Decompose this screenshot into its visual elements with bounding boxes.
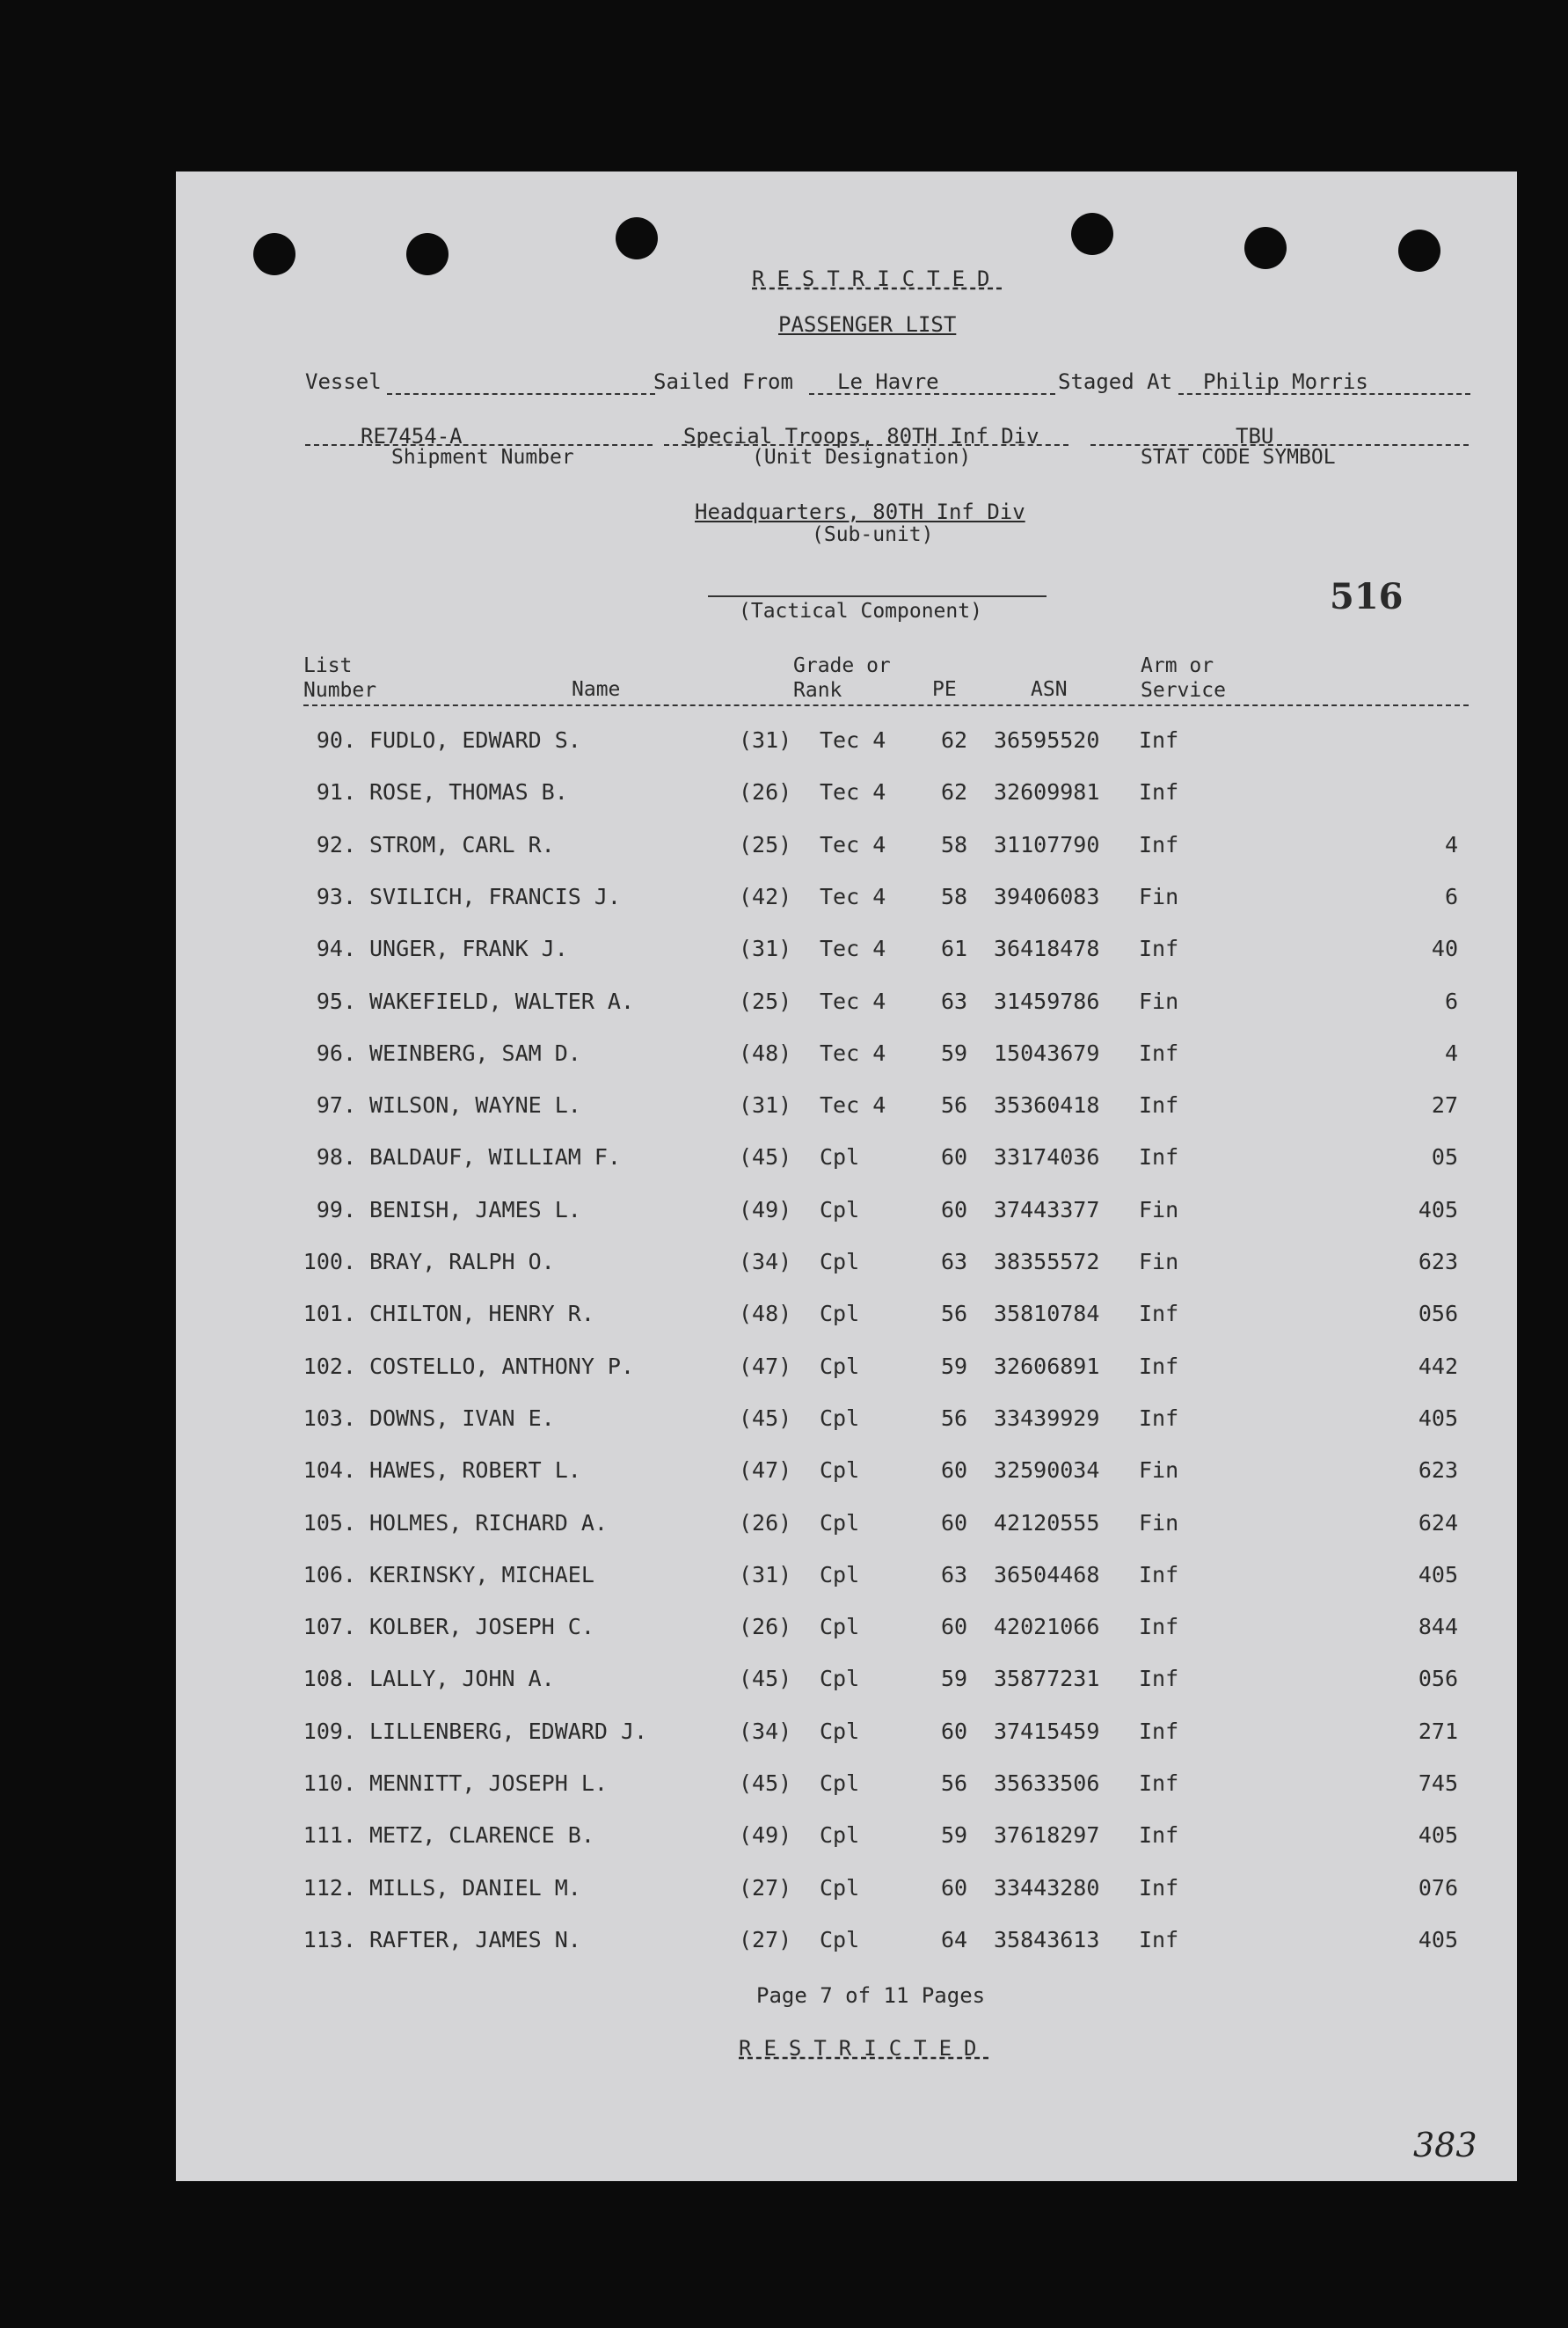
row-number: 94. bbox=[316, 936, 356, 962]
row-pe: 58 bbox=[941, 883, 968, 909]
unit-designation-label: (Unit Designation) bbox=[752, 446, 972, 469]
row-arm: Inf bbox=[1139, 1874, 1179, 1901]
row-grade: Cpl bbox=[820, 1614, 860, 1640]
row-code: 405 bbox=[1418, 1405, 1458, 1431]
row-number: 91. bbox=[316, 779, 356, 806]
punch-hole bbox=[1071, 213, 1113, 255]
row-code: 271 bbox=[1418, 1718, 1458, 1744]
row-arm: Inf bbox=[1139, 1561, 1179, 1587]
row-code: 844 bbox=[1418, 1614, 1458, 1640]
table-row bbox=[176, 832, 1517, 867]
row-pe: 64 bbox=[941, 1926, 968, 1952]
row-grade: Cpl bbox=[820, 1926, 860, 1952]
row-name: BENISH, JAMES L. bbox=[369, 1196, 581, 1222]
row-code: 6 bbox=[1444, 883, 1458, 909]
row-name: WEINBERG, SAM D. bbox=[369, 1040, 581, 1066]
row-grade: Cpl bbox=[820, 1770, 860, 1796]
row-asn: 35877231 bbox=[994, 1666, 1100, 1692]
row-arm: Inf bbox=[1139, 779, 1179, 806]
row-pe: 60 bbox=[941, 1614, 968, 1640]
table-row bbox=[176, 1614, 1517, 1649]
row-name: KOLBER, JOSEPH C. bbox=[369, 1614, 594, 1640]
row-arm: Inf bbox=[1139, 1614, 1179, 1640]
col-asn: ASN bbox=[1031, 678, 1068, 701]
row-arm: Inf bbox=[1139, 1926, 1179, 1952]
row-number: 95. bbox=[316, 988, 356, 1014]
table-row bbox=[176, 1249, 1517, 1284]
table-row bbox=[176, 1510, 1517, 1545]
row-number: 104. bbox=[303, 1457, 356, 1484]
row-code: 27 bbox=[1431, 1092, 1458, 1119]
row-grade: Cpl bbox=[820, 1353, 860, 1379]
table-row bbox=[176, 1822, 1517, 1857]
row-name: MILLS, DANIEL M. bbox=[369, 1874, 581, 1901]
document-page bbox=[176, 171, 1517, 2181]
row-name: RAFTER, JAMES N. bbox=[369, 1926, 581, 1952]
page-count: Page 7 of 11 Pages bbox=[756, 1983, 986, 2008]
row-pe: 56 bbox=[941, 1092, 968, 1119]
table-row bbox=[176, 779, 1517, 814]
row-age: (49) bbox=[739, 1196, 792, 1222]
row-age: (31) bbox=[739, 727, 792, 753]
table-row bbox=[176, 1719, 1517, 1754]
row-code: 056 bbox=[1418, 1301, 1458, 1327]
row-grade: Tec 4 bbox=[820, 831, 886, 857]
row-asn: 42120555 bbox=[994, 1509, 1100, 1536]
row-code: 076 bbox=[1418, 1874, 1458, 1901]
table-row bbox=[176, 1562, 1517, 1597]
table-row bbox=[176, 1405, 1517, 1441]
row-grade: Cpl bbox=[820, 1874, 860, 1901]
row-grade: Cpl bbox=[820, 1561, 860, 1587]
punch-hole bbox=[1398, 230, 1440, 272]
row-grade: Tec 4 bbox=[820, 1040, 886, 1066]
row-age: (42) bbox=[739, 883, 792, 909]
row-name: HOLMES, RICHARD A. bbox=[369, 1509, 608, 1536]
row-arm: Inf bbox=[1139, 1666, 1179, 1692]
row-code: 442 bbox=[1418, 1353, 1458, 1379]
row-asn: 36595520 bbox=[994, 727, 1100, 753]
tactical-component-label: (Tactical Component) bbox=[739, 600, 982, 623]
table-row bbox=[176, 1092, 1517, 1128]
row-asn: 33174036 bbox=[994, 1144, 1100, 1171]
row-number: 102. bbox=[303, 1353, 356, 1379]
row-arm: Fin bbox=[1139, 1196, 1179, 1222]
row-age: (34) bbox=[739, 1249, 792, 1274]
row-number: 110. bbox=[303, 1770, 356, 1796]
row-code: 405 bbox=[1418, 1926, 1458, 1952]
table-row bbox=[176, 1927, 1517, 1962]
row-asn: 37415459 bbox=[994, 1718, 1100, 1744]
row-grade: Tec 4 bbox=[820, 1092, 886, 1119]
row-asn: 35633506 bbox=[994, 1770, 1100, 1796]
table-row bbox=[176, 1457, 1517, 1492]
table-row bbox=[176, 989, 1517, 1024]
row-number: 99. bbox=[316, 1196, 356, 1222]
row-age: (26) bbox=[739, 1509, 792, 1536]
row-age: (45) bbox=[739, 1144, 792, 1171]
row-grade: Tec 4 bbox=[820, 936, 886, 962]
row-age: (49) bbox=[739, 1822, 792, 1849]
table-row bbox=[176, 727, 1517, 763]
row-name: METZ, CLARENCE B. bbox=[369, 1822, 594, 1849]
row-pe: 56 bbox=[941, 1301, 968, 1327]
row-age: (45) bbox=[739, 1405, 792, 1431]
sailed-from-label: Sailed From bbox=[653, 369, 793, 394]
row-grade: Cpl bbox=[820, 1666, 860, 1692]
row-arm: Inf bbox=[1139, 1822, 1179, 1849]
row-arm: Inf bbox=[1139, 1718, 1179, 1744]
punch-hole bbox=[1244, 227, 1287, 269]
row-grade: Cpl bbox=[820, 1405, 860, 1431]
sub-unit: Headquarters, 80TH Inf Div bbox=[695, 500, 1025, 524]
row-pe: 56 bbox=[941, 1405, 968, 1431]
row-name: LALLY, JOHN A. bbox=[369, 1666, 555, 1692]
row-number: 108. bbox=[303, 1666, 356, 1692]
row-name: FUDLO, EDWARD S. bbox=[369, 727, 581, 753]
row-asn: 37443377 bbox=[994, 1196, 1100, 1222]
row-asn: 15043679 bbox=[994, 1040, 1100, 1066]
row-grade: Tec 4 bbox=[820, 727, 886, 753]
row-number: 107. bbox=[303, 1614, 356, 1640]
sailed-from-value: Le Havre bbox=[837, 369, 939, 394]
table-row bbox=[176, 1770, 1517, 1806]
row-number: 98. bbox=[316, 1144, 356, 1171]
staged-at-value: Philip Morris bbox=[1203, 369, 1368, 394]
row-pe: 62 bbox=[941, 727, 968, 753]
row-number: 92. bbox=[316, 831, 356, 857]
header-underline bbox=[303, 704, 1469, 706]
table-row bbox=[176, 884, 1517, 919]
row-number: 111. bbox=[303, 1822, 356, 1849]
punch-hole bbox=[253, 233, 295, 275]
row-grade: Tec 4 bbox=[820, 988, 886, 1014]
col-list-number: List Number bbox=[303, 654, 377, 702]
row-arm: Fin bbox=[1139, 883, 1179, 909]
row-asn: 33443280 bbox=[994, 1874, 1100, 1901]
page-stamp-number: 516 bbox=[1330, 576, 1404, 617]
row-name: KERINSKY, MICHAEL bbox=[369, 1561, 594, 1587]
row-number: 93. bbox=[316, 883, 356, 909]
row-code: 623 bbox=[1418, 1249, 1458, 1274]
row-grade: Tec 4 bbox=[820, 779, 886, 806]
row-arm: Fin bbox=[1139, 1249, 1179, 1274]
row-age: (27) bbox=[739, 1926, 792, 1952]
row-number: 106. bbox=[303, 1561, 356, 1587]
row-number: 97. bbox=[316, 1092, 356, 1119]
handwritten-folio: 383 bbox=[1413, 2126, 1477, 2164]
row-code: 40 bbox=[1431, 936, 1458, 962]
row-pe: 59 bbox=[941, 1040, 968, 1066]
row-pe: 59 bbox=[941, 1353, 968, 1379]
row-age: (25) bbox=[739, 831, 792, 857]
row-age: (47) bbox=[739, 1353, 792, 1379]
row-code: 405 bbox=[1418, 1561, 1458, 1587]
table-row bbox=[176, 1197, 1517, 1232]
row-code: 4 bbox=[1444, 1040, 1458, 1066]
row-asn: 33439929 bbox=[994, 1405, 1100, 1431]
row-age: (45) bbox=[739, 1770, 792, 1796]
row-pe: 61 bbox=[941, 936, 968, 962]
row-asn: 38355572 bbox=[994, 1249, 1100, 1274]
row-pe: 60 bbox=[941, 1144, 968, 1171]
classification-top: RESTRICTED bbox=[752, 266, 1003, 291]
stat-code-symbol-label: STAT CODE SYMBOL bbox=[1141, 446, 1336, 469]
row-asn: 42021066 bbox=[994, 1614, 1100, 1640]
row-asn: 39406083 bbox=[994, 883, 1100, 909]
punch-hole bbox=[616, 217, 658, 259]
row-age: (48) bbox=[739, 1301, 792, 1327]
row-pe: 58 bbox=[941, 831, 968, 857]
row-arm: Inf bbox=[1139, 936, 1179, 962]
row-pe: 62 bbox=[941, 779, 968, 806]
row-pe: 63 bbox=[941, 1249, 968, 1274]
row-pe: 60 bbox=[941, 1718, 968, 1744]
row-grade: Cpl bbox=[820, 1718, 860, 1744]
row-arm: Inf bbox=[1139, 727, 1179, 753]
vessel-label: Vessel bbox=[305, 369, 382, 394]
row-pe: 60 bbox=[941, 1196, 968, 1222]
row-code: 405 bbox=[1418, 1196, 1458, 1222]
row-age: (26) bbox=[739, 1614, 792, 1640]
col-grade: Grade or Rank bbox=[793, 654, 891, 702]
row-code: 6 bbox=[1444, 988, 1458, 1014]
row-asn: 32590034 bbox=[994, 1457, 1100, 1484]
row-arm: Fin bbox=[1139, 988, 1179, 1014]
row-name: CHILTON, HENRY R. bbox=[369, 1301, 594, 1327]
row-pe: 63 bbox=[941, 988, 968, 1014]
row-arm: Inf bbox=[1139, 1092, 1179, 1119]
row-name: DOWNS, IVAN E. bbox=[369, 1405, 555, 1431]
row-pe: 59 bbox=[941, 1822, 968, 1849]
row-number: 96. bbox=[316, 1040, 356, 1066]
row-code: 05 bbox=[1431, 1144, 1458, 1171]
row-name: LILLENBERG, EDWARD J. bbox=[369, 1718, 648, 1744]
row-age: (27) bbox=[739, 1874, 792, 1901]
row-pe: 60 bbox=[941, 1509, 968, 1536]
col-pe: PE bbox=[932, 678, 957, 701]
row-number: 112. bbox=[303, 1874, 356, 1901]
row-name: SVILICH, FRANCIS J. bbox=[369, 883, 621, 909]
vessel-underline bbox=[387, 393, 655, 395]
row-grade: Cpl bbox=[820, 1249, 860, 1274]
row-number: 109. bbox=[303, 1718, 356, 1744]
row-age: (25) bbox=[739, 988, 792, 1014]
row-age: (31) bbox=[739, 936, 792, 962]
row-asn: 36504468 bbox=[994, 1561, 1100, 1587]
table-row bbox=[176, 1666, 1517, 1701]
row-arm: Inf bbox=[1139, 1770, 1179, 1796]
row-code: 4 bbox=[1444, 831, 1458, 857]
row-code: 623 bbox=[1418, 1457, 1458, 1484]
row-grade: Cpl bbox=[820, 1509, 860, 1536]
shipment-number: RE7454-A bbox=[361, 424, 463, 449]
row-asn: 35843613 bbox=[994, 1926, 1100, 1952]
row-number: 113. bbox=[303, 1926, 356, 1952]
row-name: COSTELLO, ANTHONY P. bbox=[369, 1353, 635, 1379]
row-grade: Cpl bbox=[820, 1301, 860, 1327]
sub-unit-label: (Sub-unit) bbox=[812, 523, 934, 546]
row-asn: 31459786 bbox=[994, 988, 1100, 1014]
row-pe: 63 bbox=[941, 1561, 968, 1587]
row-asn: 35360418 bbox=[994, 1092, 1100, 1119]
row-asn: 32609981 bbox=[994, 779, 1100, 806]
row-age: (34) bbox=[739, 1718, 792, 1744]
row-code: 745 bbox=[1418, 1770, 1458, 1796]
col-arm: Arm or Service bbox=[1141, 654, 1226, 702]
row-arm: Inf bbox=[1139, 831, 1179, 857]
row-age: (47) bbox=[739, 1457, 792, 1484]
staged-at-label: Staged At bbox=[1058, 369, 1173, 394]
row-name: BALDAUF, WILLIAM F. bbox=[369, 1144, 621, 1171]
row-arm: Inf bbox=[1139, 1301, 1179, 1327]
row-arm: Inf bbox=[1139, 1405, 1179, 1431]
row-name: WILSON, WAYNE L. bbox=[369, 1092, 581, 1119]
row-age: (48) bbox=[739, 1040, 792, 1066]
row-name: HAWES, ROBERT L. bbox=[369, 1457, 581, 1484]
row-number: 103. bbox=[303, 1405, 356, 1431]
row-asn: 35810784 bbox=[994, 1301, 1100, 1327]
table-row bbox=[176, 1875, 1517, 1910]
row-name: UNGER, FRANK J. bbox=[369, 936, 568, 962]
row-pe: 56 bbox=[941, 1770, 968, 1796]
row-age: (31) bbox=[739, 1561, 792, 1587]
row-number: 105. bbox=[303, 1509, 356, 1536]
table-row bbox=[176, 1040, 1517, 1076]
row-arm: Inf bbox=[1139, 1353, 1179, 1379]
row-code: 056 bbox=[1418, 1666, 1458, 1692]
tactical-underline bbox=[708, 595, 1047, 597]
table-row bbox=[176, 1301, 1517, 1336]
row-age: (31) bbox=[739, 1092, 792, 1119]
row-number: 90. bbox=[316, 727, 356, 753]
table-row bbox=[176, 1144, 1517, 1179]
row-age: (45) bbox=[739, 1666, 792, 1692]
row-name: ROSE, THOMAS B. bbox=[369, 779, 568, 806]
row-pe: 59 bbox=[941, 1666, 968, 1692]
row-pe: 60 bbox=[941, 1457, 968, 1484]
row-number: 101. bbox=[303, 1301, 356, 1327]
row-grade: Tec 4 bbox=[820, 883, 886, 909]
row-grade: Cpl bbox=[820, 1196, 860, 1222]
row-arm: Inf bbox=[1139, 1144, 1179, 1171]
col-name: Name bbox=[572, 678, 621, 701]
classification-bottom: RESTRICTED bbox=[739, 2036, 989, 2061]
row-asn: 32606891 bbox=[994, 1353, 1100, 1379]
row-grade: Cpl bbox=[820, 1822, 860, 1849]
row-name: MENNITT, JOSEPH L. bbox=[369, 1770, 608, 1796]
row-number: 100. bbox=[303, 1249, 356, 1274]
row-name: WAKEFIELD, WALTER A. bbox=[369, 988, 635, 1014]
row-name: STROM, CARL R. bbox=[369, 831, 555, 857]
row-asn: 31107790 bbox=[994, 831, 1100, 857]
row-grade: Cpl bbox=[820, 1457, 860, 1484]
row-asn: 36418478 bbox=[994, 936, 1100, 962]
row-age: (26) bbox=[739, 779, 792, 806]
punch-hole bbox=[406, 233, 449, 275]
row-arm: Fin bbox=[1139, 1509, 1179, 1536]
table-row bbox=[176, 1354, 1517, 1389]
list-title: PASSENGER LIST bbox=[778, 312, 957, 337]
shipment-number-label: Shipment Number bbox=[391, 446, 574, 469]
row-code: 405 bbox=[1418, 1822, 1458, 1849]
row-name: BRAY, RALPH O. bbox=[369, 1249, 555, 1274]
row-arm: Inf bbox=[1139, 1040, 1179, 1066]
stat-code-symbol: TBU bbox=[1236, 424, 1274, 449]
row-code: 624 bbox=[1418, 1509, 1458, 1536]
row-grade: Cpl bbox=[820, 1144, 860, 1171]
unit-designation: Special Troops, 80TH Inf Div bbox=[683, 424, 1039, 449]
row-pe: 60 bbox=[941, 1874, 968, 1901]
row-arm: Fin bbox=[1139, 1457, 1179, 1484]
table-row bbox=[176, 936, 1517, 971]
row-asn: 37618297 bbox=[994, 1822, 1100, 1849]
